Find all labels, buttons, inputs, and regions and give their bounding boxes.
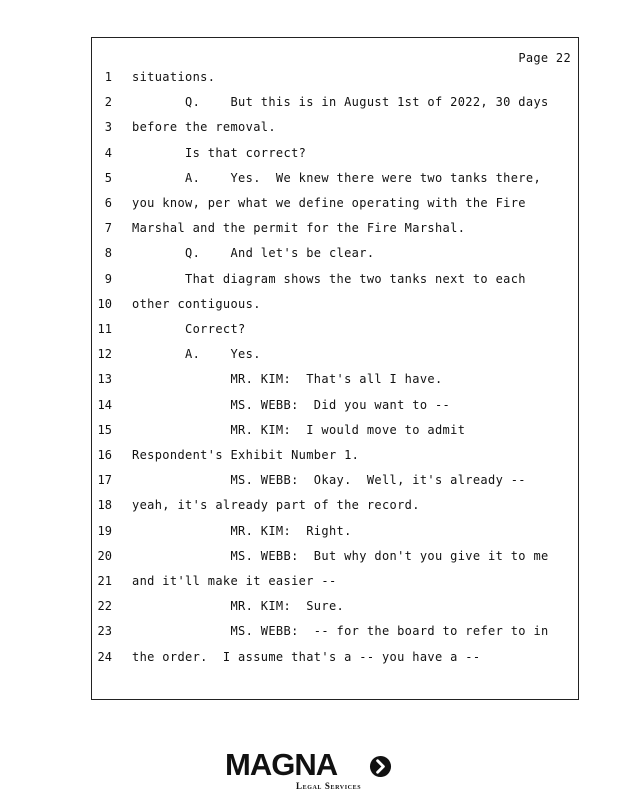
transcript-line: [92, 171, 578, 191]
line-number: 17: [97, 473, 112, 488]
transcript-page: [91, 37, 579, 700]
line-number: 16: [97, 448, 112, 462]
transcript-line: [92, 624, 578, 644]
transcript-line: [92, 95, 578, 115]
line-text: MS. WEBB: -- for the board to refer to in: [132, 624, 549, 639]
transcript-line: [92, 423, 578, 443]
line-text: MR. KIM: That's all I have.: [132, 372, 443, 387]
transcript-line: [92, 146, 578, 166]
transcript-line: [92, 297, 578, 317]
transcript-line: [92, 120, 578, 140]
line-text: you know, per what we define operating with the Fire: [132, 196, 526, 210]
line-text: Q. But this is in August 1st of 2022, 30 days: [132, 95, 549, 110]
transcript-line: [92, 272, 578, 292]
line-number: 21: [97, 574, 112, 588]
transcript-line: [92, 574, 578, 594]
line-number: 10: [97, 296, 112, 311]
line-text: Correct?: [132, 322, 246, 336]
line-text: the order. I assume that's a -- you have a --: [132, 649, 481, 664]
line-text: Marshal and the permit for the Fire Marshal.: [132, 221, 466, 236]
transcript-line: [92, 221, 578, 241]
transcript-line: [92, 322, 578, 342]
transcript-line: [92, 549, 578, 569]
line-number: 22: [97, 599, 112, 614]
line-number: 11: [97, 322, 112, 336]
line-number: 7: [104, 221, 112, 236]
line-number: 18: [97, 498, 112, 513]
line-number: 8: [104, 246, 112, 261]
line-text: other contiguous.: [132, 296, 261, 311]
transcript-line: [92, 398, 578, 418]
line-text: before the removal.: [132, 120, 276, 135]
line-number: 13: [97, 372, 112, 387]
line-text: That diagram shows the two tanks next to each: [132, 271, 526, 286]
line-text: and it'll make it easier --: [132, 574, 337, 588]
line-number: 5: [104, 170, 112, 185]
line-number: 19: [97, 523, 112, 538]
line-text: A. Yes.: [132, 347, 261, 362]
line-number: 4: [104, 145, 112, 160]
line-number: 12: [97, 347, 112, 362]
line-text: MS. WEBB: Okay. Well, it's already --: [132, 473, 526, 488]
line-number: 23: [97, 624, 112, 639]
line-text: A. Yes. We knew there were two tanks there,: [132, 170, 542, 185]
line-text: Q. And let's be clear.: [132, 246, 375, 261]
transcript-line: [92, 347, 578, 367]
line-text: yeah, it's already part of the record.: [132, 498, 420, 513]
line-text: Is that correct?: [132, 145, 307, 160]
line-text: MS. WEBB: Did you want to --: [132, 397, 451, 412]
transcript-line: [92, 70, 578, 90]
transcript-line: [92, 498, 578, 518]
line-text: situations.: [132, 70, 216, 84]
line-number: 1: [104, 70, 112, 84]
transcript-line: [92, 473, 578, 493]
line-text: MR. KIM: Sure.: [132, 599, 345, 614]
transcript-line: [92, 196, 578, 216]
line-number: 24: [97, 649, 112, 664]
line-number: 6: [104, 196, 112, 210]
line-number: 3: [104, 120, 112, 135]
line-number: 2: [104, 95, 112, 110]
page-number: Page 22: [518, 51, 571, 65]
transcript-line: [92, 524, 578, 544]
transcript-line: [92, 448, 578, 468]
transcript-line: [92, 650, 578, 670]
line-text: Respondent's Exhibit Number 1.: [132, 448, 360, 462]
line-text: MS. WEBB: But why don't you give it to me: [132, 548, 549, 563]
line-number: 15: [97, 422, 112, 437]
logo-subtitle: Legal Services: [296, 781, 362, 791]
line-number: 9: [104, 271, 112, 286]
transcript-line: [92, 246, 578, 266]
chevron-circle-icon: [369, 755, 392, 778]
magna-logo: [225, 749, 395, 793]
line-text: MR. KIM: I would move to admit: [132, 422, 466, 437]
transcript-line: [92, 372, 578, 392]
line-text: MR. KIM: Right.: [132, 523, 352, 538]
line-number: 20: [97, 548, 112, 563]
logo-wordmark: MAGNA: [225, 747, 338, 782]
transcript-line: [92, 599, 578, 619]
line-number: 14: [97, 397, 112, 412]
